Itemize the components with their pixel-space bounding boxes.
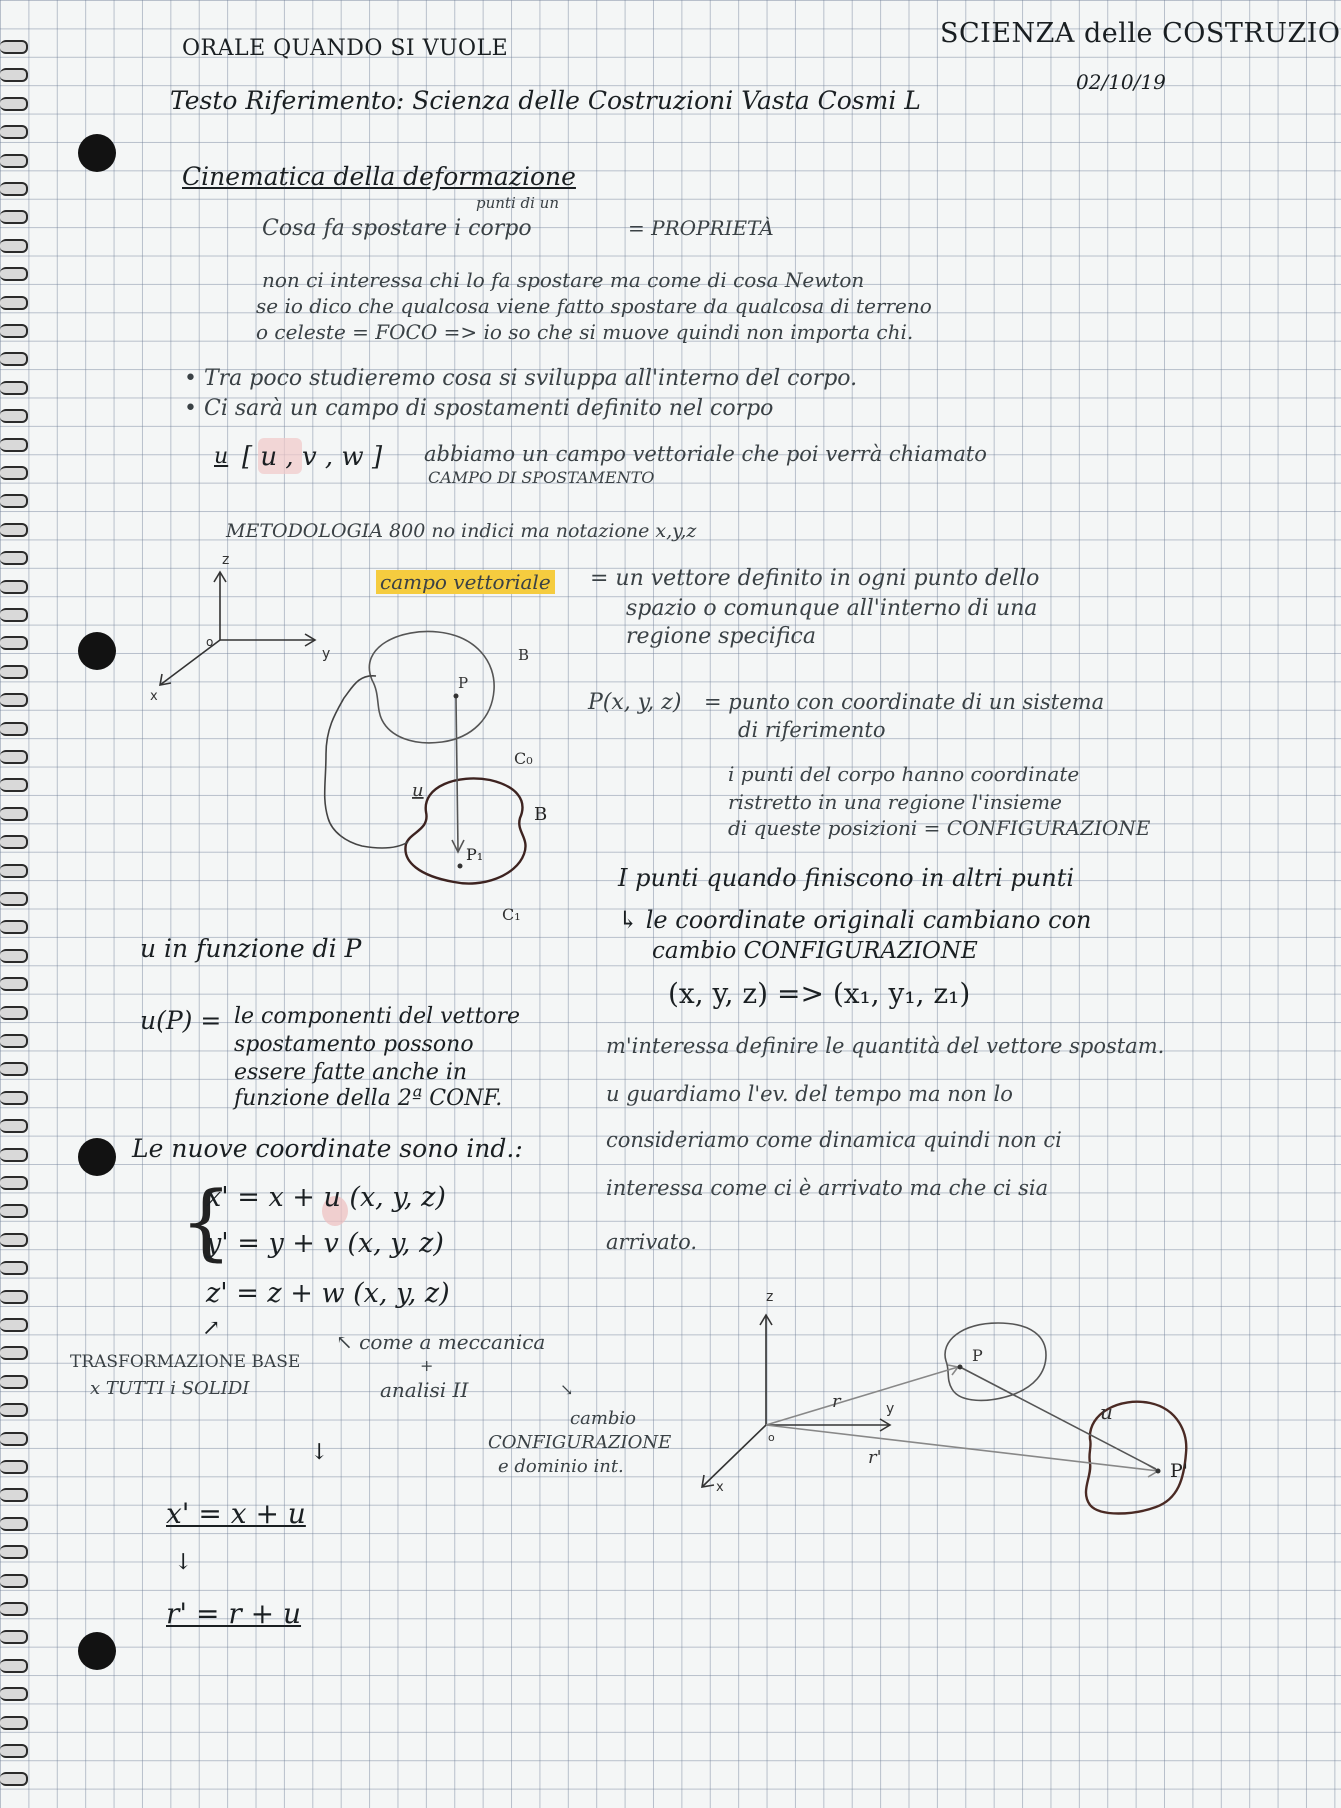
displacement-vector — [960, 1367, 1156, 1469]
binding-loop — [0, 722, 28, 736]
arrow-down-icon: ↓ — [310, 1440, 329, 1465]
binding-loop — [0, 1545, 28, 1559]
binding-loop — [0, 1006, 28, 1020]
vector-label-u: u — [1100, 1400, 1113, 1424]
vector-components: [ u , v , w ] — [242, 442, 383, 472]
config-label-C1: C₁ — [502, 905, 521, 924]
final-equation: r' = r + u — [166, 1597, 302, 1630]
binding-loop — [0, 1062, 28, 1076]
binding-loop — [0, 949, 28, 963]
vector-symbol: u — [214, 444, 229, 469]
vector-description: CAMPO DI SPOSTAMENTO — [428, 468, 655, 487]
axis-label-y: y — [886, 1401, 895, 1417]
binding-loop — [0, 1630, 28, 1644]
u-function-lhs: u(P) = — [140, 1006, 222, 1035]
bullet-item: • Ci sarà un campo di spostamenti definito nel corpo — [184, 396, 774, 421]
coordinate-change-equation: (x, y, z) => (x₁, y₁, z₁) — [668, 977, 971, 1010]
u-function-heading: u in funzione di P — [140, 934, 362, 963]
position-vector-r — [766, 1367, 958, 1425]
section-title: Cinematica della deformazione — [182, 162, 576, 191]
binding-loop — [0, 40, 28, 54]
body-label-B: B — [534, 804, 548, 825]
binding-loop — [0, 1375, 28, 1389]
point-label-P: P — [972, 1346, 983, 1365]
x-axis — [702, 1425, 766, 1487]
binding-loop — [0, 1176, 28, 1190]
binding-loop — [0, 1602, 28, 1616]
binding-loop — [0, 324, 28, 338]
methodology-note: METODOLOGIA 800 no indici ma notazione x,y,z — [226, 520, 697, 542]
coordinate-equation: y' = y + v (x, y, z) — [206, 1228, 444, 1259]
binding-loop — [0, 1091, 28, 1105]
config-label-C0: C₀ — [514, 749, 533, 768]
binding-loop — [0, 1034, 28, 1048]
final-equation: x' = x + u — [166, 1497, 306, 1530]
binding-loop — [0, 1659, 28, 1673]
config-note: ristretto in una regione l'insieme — [728, 790, 1062, 814]
binding-loop — [0, 864, 28, 878]
vector-label-u: u — [412, 780, 424, 801]
binding-loop — [0, 296, 28, 310]
new-coordinates-heading: Le nuove coordinate sono ind.: — [132, 1134, 523, 1163]
axis-label-y: y — [322, 646, 331, 662]
binding-loop — [0, 381, 28, 395]
binding-loop — [0, 636, 28, 650]
binding-loop — [0, 352, 28, 366]
displacement-vector — [456, 698, 458, 850]
binding-loop — [0, 1488, 28, 1502]
date: 02/10/19 — [1076, 70, 1166, 94]
interest-text: m'interessa definire le quantità del vettore spostam. — [606, 1034, 1165, 1058]
vector-label-r-prime: r' — [868, 1447, 882, 1468]
binding-loop — [0, 1772, 28, 1786]
points-move-text: ↳ le coordinate originali cambiano con — [618, 906, 1092, 934]
binding-loop — [0, 154, 28, 168]
binding-loop — [0, 665, 28, 679]
binding-loop — [0, 580, 28, 594]
point-label-P1: P₁ — [466, 845, 484, 864]
point-label-P-prime: P' — [1170, 1460, 1189, 1482]
subject-title: SCIENZA delle COSTRUZIO — [940, 18, 1341, 49]
axis-label-x: x — [716, 1480, 724, 1495]
binding-loop — [0, 608, 28, 622]
punch-hole — [78, 1632, 116, 1670]
arrow-right-icon: ↘ — [560, 1380, 574, 1399]
binding-loop — [0, 210, 28, 224]
point-label-P: P — [458, 674, 469, 692]
axis-label-x: x — [150, 689, 158, 704]
point-definition: di riferimento — [738, 718, 886, 742]
u-function-text: le componenti del vettore — [234, 1004, 521, 1029]
change-note: e dominio int. — [498, 1456, 624, 1477]
coordinate-equation: x' = x + u (x, y, z) — [206, 1182, 446, 1213]
bullet-item: • Tra poco studieremo cosa si sviluppa all'interno del corpo. — [184, 366, 858, 391]
coordinate-equation: z' = z + w (x, y, z) — [206, 1278, 450, 1309]
binding-loop — [0, 68, 28, 82]
config-note: di queste posizioni = CONFIGURAZIONE — [728, 816, 1151, 840]
highlighted-term: campo vettoriale — [376, 570, 555, 594]
binding-loop — [0, 1432, 28, 1446]
binding-loop — [0, 1517, 28, 1531]
binding-loop — [0, 1318, 28, 1332]
configuration-change-diagram — [660, 1285, 1260, 1705]
bullet-text: Tra poco studieremo cosa si sviluppa all'interno del corpo. — [203, 366, 858, 391]
deformation-diagram — [140, 550, 570, 930]
arrow-down-icon: ↓ — [174, 1550, 193, 1575]
config-note: i punti del corpo hanno coordinate — [728, 762, 1080, 786]
definition-text: regione specifica — [626, 624, 816, 649]
binding-loop — [0, 835, 28, 849]
body-label-B: B — [518, 646, 530, 664]
arrow-up-icon: ↗ — [202, 1316, 221, 1341]
axis-label-z: z — [222, 552, 230, 568]
binding-loop — [0, 693, 28, 707]
intro-note: non ci interessa chi lo fa spostare ma come di cosa Newton — [262, 268, 865, 292]
points-move-text-part: le coordinate originali cambiano con — [645, 906, 1092, 934]
interest-text: u guardiamo l'ev. del tempo ma non lo — [606, 1082, 1013, 1106]
bullet-text: Ci sarà un campo di spostamenti definito nel corpo — [203, 396, 774, 421]
initial-body-shape — [369, 631, 494, 742]
intro-question: Cosa fa spostare i corpo — [262, 216, 532, 241]
u-function-text: spostamento possono — [234, 1032, 474, 1057]
punch-hole — [78, 134, 116, 172]
binding-loop — [0, 1403, 28, 1417]
u-function-text: essere fatte anche in — [234, 1060, 468, 1085]
binding-loop — [0, 1346, 28, 1360]
binding-loop — [0, 97, 28, 111]
point-definition: = punto con coordinate di un sistema — [704, 690, 1105, 714]
binding-loop — [0, 778, 28, 792]
point-lhs: P(x, y, z) — [588, 690, 682, 715]
change-note: CONFIGURAZIONE — [488, 1432, 672, 1453]
intro-note: o celeste = FOCO => io so che si muove quindi non importa chi. — [256, 320, 914, 344]
interest-text: interessa come ci è arrivato ma che ci sia — [606, 1176, 1049, 1200]
reference-text: Testo Riferimento: Scienza delle Costruzioni Vasta Cosmi L — [170, 86, 921, 115]
annotation-above: punti di un — [476, 194, 560, 212]
brace: { — [180, 1175, 233, 1270]
binding-loop — [0, 466, 28, 480]
binding-loop — [0, 1204, 28, 1218]
u-function-text: funzione della 2ª CONF. — [234, 1086, 503, 1111]
initial-body-shape — [945, 1323, 1046, 1400]
binding-loop — [0, 1148, 28, 1162]
axis-label-z: z — [766, 1289, 774, 1305]
vector-description: abbiamo un campo vettoriale che poi verrà chiamato — [424, 442, 987, 466]
binding-loop — [0, 438, 28, 452]
binding-loop — [0, 1716, 28, 1730]
binding-loop — [0, 892, 28, 906]
origin-label: o — [768, 1431, 775, 1444]
points-move-text: cambio CONFIGURAZIONE — [652, 938, 978, 964]
intro-property: = PROPRIETÀ — [628, 216, 774, 240]
mechanics-note: ↖ come a meccanica — [336, 1330, 546, 1354]
connecting-path — [325, 676, 408, 848]
points-move-text: I punti quando finiscono in altri punti — [618, 864, 1075, 892]
binding-loop — [0, 1261, 28, 1275]
binding-loop — [0, 1290, 28, 1304]
transform-note: x TUTTI i SOLIDI — [90, 1378, 250, 1399]
binding-loop — [0, 1460, 28, 1474]
binding-loop — [0, 239, 28, 253]
binding-loop — [0, 1233, 28, 1247]
binding-loop — [0, 523, 28, 537]
intro-note: se io dico che qualcosa viene fatto spostare da qualcosa di terreno — [256, 294, 932, 318]
definition-text: = un vettore definito in ogni punto dello — [590, 566, 1040, 591]
binding-loop — [0, 1119, 28, 1133]
punch-hole — [78, 1138, 116, 1176]
binding-loop — [0, 1574, 28, 1588]
binding-loop — [0, 125, 28, 139]
mechanics-note: analisi II — [380, 1378, 469, 1402]
binding-loop — [0, 920, 28, 934]
binding-loop — [0, 807, 28, 821]
definition-text: spazio o comunque all'interno di una — [626, 596, 1038, 621]
binding-loop — [0, 977, 28, 991]
binding-loop — [0, 750, 28, 764]
binding-loop — [0, 1744, 28, 1758]
binding-loop — [0, 1687, 28, 1701]
mechanics-note-text: come a meccanica — [359, 1330, 546, 1354]
transform-note: TRASFORMAZIONE BASE — [70, 1352, 301, 1372]
binding-loop — [0, 267, 28, 281]
punch-hole — [78, 632, 116, 670]
binding-loop — [0, 494, 28, 508]
interest-text: arrivato. — [606, 1230, 698, 1254]
binding-loop — [0, 409, 28, 423]
binding-loop — [0, 182, 28, 196]
interest-text: consideriamo come dinamica quindi non ci — [606, 1128, 1062, 1152]
mechanics-plus: + — [420, 1356, 434, 1375]
position-vector-r-prime — [766, 1425, 1158, 1471]
origin-label: o — [206, 635, 214, 649]
binding-loop — [0, 551, 28, 565]
vector-label-r: r — [832, 1391, 841, 1412]
page-heading: ORALE QUANDO SI VUOLE — [182, 36, 509, 61]
change-note: cambio — [570, 1408, 636, 1429]
